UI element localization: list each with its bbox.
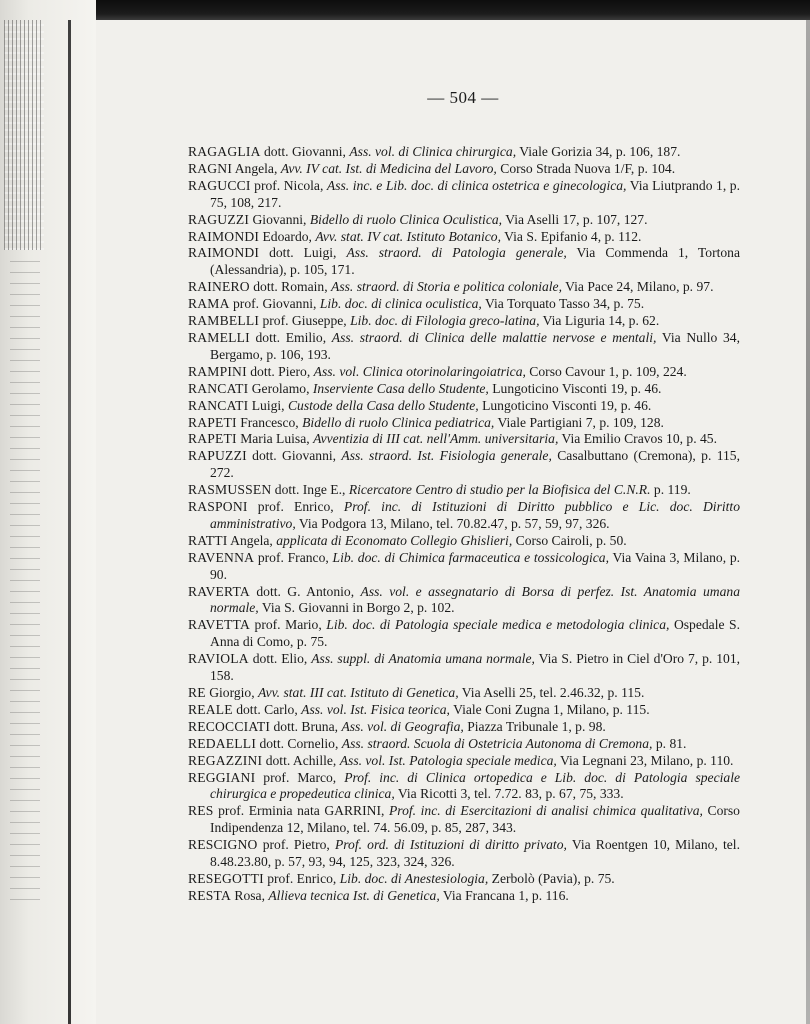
directory-entry	[188, 279, 740, 296]
entry-address: Viale Coni Zugna 1, Milano, p. 115.	[453, 701, 650, 717]
entry-given-name: Angela,	[234, 160, 278, 176]
entry-position: Ass. straord. di Clinica delle malattie nervose e mentali,	[331, 329, 657, 345]
entry-given-name: prof. Giovanni,	[233, 296, 317, 312]
entry-position: Avventizia di III cat. nell'Amm. universitaria,	[313, 431, 559, 447]
entry-given-name: prof. Mario,	[254, 617, 322, 633]
directory-entry	[188, 330, 740, 364]
entry-address: Casalbuttano (Cremona), p. 115, 272.	[210, 448, 741, 481]
entry-position: applicata di Economato Collegio Ghislieri,	[276, 532, 513, 548]
directory-entry	[188, 161, 740, 178]
directory-entry	[188, 296, 740, 313]
entry-address: Zerbolò (Pavia), p. 75.	[491, 870, 615, 886]
entry-given-name: Francesco,	[240, 414, 299, 430]
entry-given-name: Giovanni,	[252, 211, 307, 227]
entry-position: Lib. doc. di Chimica farmaceutica e tossicologica,	[332, 549, 610, 565]
directory-entry	[188, 398, 740, 415]
directory-entry	[188, 245, 740, 279]
entry-position: Ass. vol. Ist. Fisica teorica,	[301, 701, 450, 717]
entry-position: Ass. straord. di Patologia generale,	[346, 245, 567, 261]
entry-surname: RAPETI	[188, 414, 237, 430]
directory-entry	[188, 770, 740, 804]
entry-address: Via Torquato Tasso 34, p. 75.	[484, 296, 645, 312]
entry-position: Custode della Casa dello Studente,	[287, 397, 479, 413]
entry-address: Piazza Tribunale 1, p. 98.	[467, 718, 606, 734]
entry-position: Avv. stat. IV cat. Istituto Botanico,	[315, 228, 501, 244]
entry-address: p. 81.	[655, 735, 687, 751]
directory-entry	[188, 803, 740, 837]
entry-address: Corso Indipendenza 12, Milano, tel. 74. 56.09, p. 85, 287, 343.	[210, 803, 740, 836]
entry-given-name: dott. Piero,	[250, 363, 311, 379]
entry-given-name: dott. Carlo,	[236, 701, 298, 717]
entry-surname: RAPETI	[188, 431, 237, 447]
entry-given-name: dott. Cornelio,	[259, 735, 339, 751]
entry-position: Bidello di ruolo Clinica Oculistica,	[309, 211, 503, 227]
entry-address: Via Nullo 34, Bergamo, p. 106, 193.	[210, 329, 740, 362]
entry-position: Ass. inc. e Lib. doc. di clinica ostetrica e ginecologica,	[326, 177, 627, 193]
directory-entry	[188, 533, 740, 550]
directory-entry	[188, 482, 740, 499]
entry-position: Lib. doc. di Anestesiologia,	[339, 870, 489, 886]
directory-entry	[188, 431, 740, 448]
entry-position: Lib. doc. di Filologia greco-latina,	[350, 313, 540, 329]
entry-surname: RASPONI	[188, 499, 248, 515]
entry-surname: RESCIGNO	[188, 837, 258, 853]
directory-entry	[188, 499, 740, 533]
entry-given-name: dott. Emilio,	[255, 329, 327, 345]
entry-position: Ricercatore Centro di studio per la Biofisica del C.N.R.	[348, 482, 651, 498]
entry-address: Via Aselli 25, tel. 2.46.32, p. 115.	[461, 685, 645, 700]
binding-scan-noise	[4, 20, 44, 250]
directory-entry	[188, 736, 740, 753]
entry-address: Lungoticino Visconti 19, p. 46.	[492, 380, 662, 396]
entry-surname: REGAZZINI	[188, 752, 263, 768]
entry-surname: RESEGOTTI	[188, 870, 264, 886]
entry-address: Via Liguria 14, p. 62.	[542, 313, 660, 329]
directory-entry	[188, 144, 740, 161]
entry-given-name: Angela,	[230, 532, 273, 548]
entry-surname: RAVERTA	[188, 583, 250, 599]
entry-address: Ospedale S. Anna di Como, p. 75.	[210, 617, 740, 650]
entry-given-name: prof. Pietro,	[262, 837, 330, 853]
entry-given-name: dott. Romain,	[253, 279, 328, 295]
directory-entry	[188, 584, 740, 618]
binding-gutter-line	[68, 20, 71, 1024]
scan-top-border	[0, 0, 810, 20]
entry-surname: RAINERO	[188, 279, 250, 295]
directory-entry	[188, 888, 740, 905]
entry-given-name: dott. Giovanni,	[264, 144, 346, 159]
entry-given-name: prof. Nicola,	[254, 177, 324, 193]
entry-address: Via S. Giovanni in Borgo 2, p. 102.	[261, 600, 455, 616]
binding-scan-noise-lower	[10, 260, 40, 900]
entry-given-name: dott. Bruna,	[273, 718, 339, 734]
directory-entry	[188, 685, 740, 702]
entry-address: Lungoticino Visconti 19, p. 46.	[482, 397, 652, 413]
entry-surname: RAGAGLIA	[188, 144, 261, 159]
entry-surname: RAVIOLA	[188, 651, 249, 667]
directory-entry	[188, 212, 740, 229]
page-number-text: — 504 —	[427, 88, 499, 107]
entry-given-name: Maria Luisa,	[240, 431, 310, 447]
entry-address: Via Emilio Cravos 10, p. 45.	[561, 431, 717, 447]
entry-given-name: prof. Franco,	[257, 549, 329, 565]
entry-surname: RAPUZZI	[188, 448, 247, 464]
entry-given-name: prof. Giuseppe,	[262, 313, 347, 329]
entry-address: Via Legnani 23, Milano, p. 110.	[559, 752, 734, 768]
directory-entry	[188, 229, 740, 246]
entry-address: Corso Cairoli, p. 50.	[515, 532, 627, 548]
entry-position: Ass. straord. di Storia e politica coloniale,	[331, 279, 562, 295]
entry-surname: RAIMONDI	[188, 245, 260, 261]
entry-surname: RAIMONDI	[188, 228, 260, 244]
entry-given-name: dott. Giovanni,	[252, 448, 337, 464]
entry-given-name: dott. Inge E.,	[274, 482, 346, 498]
entry-address: Via Commenda 1, Tortona (Alessandria), p. 105, 171.	[210, 245, 741, 278]
entry-position: Ass. vol. e assegnatario di Borsa di perfez. Ist. Anatomia umana normale,	[210, 583, 740, 616]
entry-surname: RATTI	[188, 532, 228, 548]
directory-entry	[188, 550, 740, 584]
entry-position: Ass. vol. Clinica otorinolaringoiatrica,	[313, 363, 526, 379]
entry-surname: RESTA	[188, 887, 231, 903]
entry-address: Viale Partigiani 7, p. 109, 128.	[497, 414, 664, 430]
entry-given-name: prof. Enrico,	[257, 499, 334, 515]
entry-position: Ass. straord. Ist. Fisiologia generale,	[341, 448, 552, 464]
entry-surname: RAVETTA	[188, 617, 250, 633]
entry-address: Via Francana 1, p. 116.	[442, 887, 569, 903]
entry-surname: RAMA	[188, 296, 230, 312]
entry-given-name: Rosa,	[234, 887, 265, 903]
directory-entry	[188, 415, 740, 432]
directory-entries	[188, 144, 740, 905]
entry-address: Via Roentgen 10, Milano, tel. 8.48.23.80, p. 57, 93, 94, 125, 323, 324, 326.	[210, 837, 740, 870]
entry-address: Via Ricotti 3, tel. 7.72. 83, p. 67, 75, 333.	[397, 786, 624, 802]
directory-entry	[188, 753, 740, 770]
entry-surname: RAMPINI	[188, 363, 247, 379]
entry-position: Bidello di ruolo Clinica pediatrica,	[302, 414, 495, 430]
entry-surname: RAMBELLI	[188, 313, 260, 329]
entry-address: Via Vaina 3, Milano, p. 90.	[210, 549, 741, 582]
directory-entry	[188, 364, 740, 381]
entry-position: Prof. inc. di Clinica ortopedica e Lib. doc. di Patologia speciale chirurgica e propedeutica clinica,	[210, 769, 740, 802]
entry-surname: RAVENNA	[188, 549, 255, 565]
directory-entry	[188, 448, 740, 482]
entry-address: Corso Strada Nuova 1/F, p. 104.	[500, 160, 676, 176]
entry-surname: RAGNI	[188, 160, 233, 176]
entry-surname: RE	[188, 685, 206, 700]
directory-entry	[188, 871, 740, 888]
entry-position: Avv. IV cat. Ist. di Medicina del Lavoro,	[280, 160, 497, 176]
entry-address: Via Podgora 13, Milano, tel. 70.82.47, p. 57, 59, 97, 326.	[298, 515, 610, 531]
directory-entry	[188, 719, 740, 736]
entry-given-name: Luigi,	[251, 397, 285, 413]
directory-entry	[188, 313, 740, 330]
entry-position: Prof. inc. di Esercitazioni di analisi chimica qualitativa,	[389, 803, 703, 819]
entry-surname: RASMUSSEN	[188, 482, 272, 498]
entry-address: Via Pace 24, Milano, p. 97.	[565, 279, 714, 295]
entry-given-name: Gerolamo,	[251, 380, 310, 396]
entry-address: Via Liutprando 1, p. 75, 108, 217.	[210, 177, 740, 210]
entry-given-name: dott. Elio,	[252, 651, 308, 667]
entry-surname: RANCATI	[188, 380, 249, 396]
entry-surname: REGGIANI	[188, 769, 256, 785]
entry-surname: REALE	[188, 701, 233, 717]
directory-entry	[188, 178, 740, 212]
entry-given-name: Giorgio,	[209, 685, 255, 700]
entry-given-name: prof. Marco,	[263, 769, 337, 785]
entry-address: Corso Cavour 1, p. 109, 224.	[529, 363, 687, 379]
entry-position: Lib. doc. di clinica oculistica,	[319, 296, 482, 312]
entry-given-name: prof. Enrico,	[267, 870, 337, 886]
entry-surname: RES	[188, 803, 214, 819]
entry-position: Ass. vol. Ist. Patologia speciale medica,	[339, 752, 557, 768]
entry-address: Via S. Pietro in Ciel d'Oro 7, p. 101, 158.	[210, 651, 741, 684]
entry-address: Via Aselli 17, p. 107, 127.	[505, 211, 648, 227]
entry-position: Prof. ord. di Istituzioni di diritto privato,	[334, 837, 567, 853]
entry-address: p. 119.	[653, 482, 691, 498]
entry-surname: REDAELLI	[188, 735, 257, 751]
entry-position: Ass. straord. Scuola di Ostetricia Autonoma di Cremona,	[341, 735, 653, 751]
entry-address: Viale Gorizia 34, p. 106, 187.	[519, 144, 681, 159]
entry-given-name: dott. G. Antonio,	[256, 583, 355, 599]
entry-given-name: dott. Luigi,	[269, 245, 337, 261]
entry-position: Allieva tecnica Ist. di Genetica,	[268, 887, 440, 903]
entry-position: Ass. vol. di Geografia,	[341, 718, 464, 734]
entry-surname: RAGUZZI	[188, 211, 250, 227]
entry-surname: RAGUCCI	[188, 177, 251, 193]
entry-position: Ass. suppl. di Anatomia umana normale,	[311, 651, 535, 667]
entry-given-name: Edoardo,	[262, 228, 312, 244]
directory-entry	[188, 702, 740, 719]
directory-entry	[188, 651, 740, 685]
entry-position: Lib. doc. di Patologia speciale medica e metodologia clinica,	[326, 617, 670, 633]
page-right-edge	[806, 20, 810, 1024]
directory-entry	[188, 837, 740, 871]
entry-surname: RANCATI	[188, 397, 249, 413]
entry-position: Avv. stat. III cat. Istituto di Genetica,	[258, 685, 459, 700]
entry-surname: RAMELLI	[188, 329, 250, 345]
entry-address: Via S. Epifanio 4, p. 112.	[504, 228, 642, 244]
entry-given-name: dott. Achille,	[265, 752, 337, 768]
entry-position: Ass. vol. di Clinica chirurgica,	[349, 144, 517, 159]
entry-given-name: prof. Erminia nata GARRINI,	[218, 803, 385, 819]
entry-surname: RECOCCIATI	[188, 718, 271, 734]
directory-entry	[188, 381, 740, 398]
entry-position: Prof. inc. di Istituzioni di Diritto pubblico e Lic. doc. Diritto amministrativo,	[210, 499, 740, 531]
page-number	[0, 88, 810, 108]
directory-entry	[188, 617, 740, 651]
entry-position: Inserviente Casa dello Studente,	[312, 380, 489, 396]
